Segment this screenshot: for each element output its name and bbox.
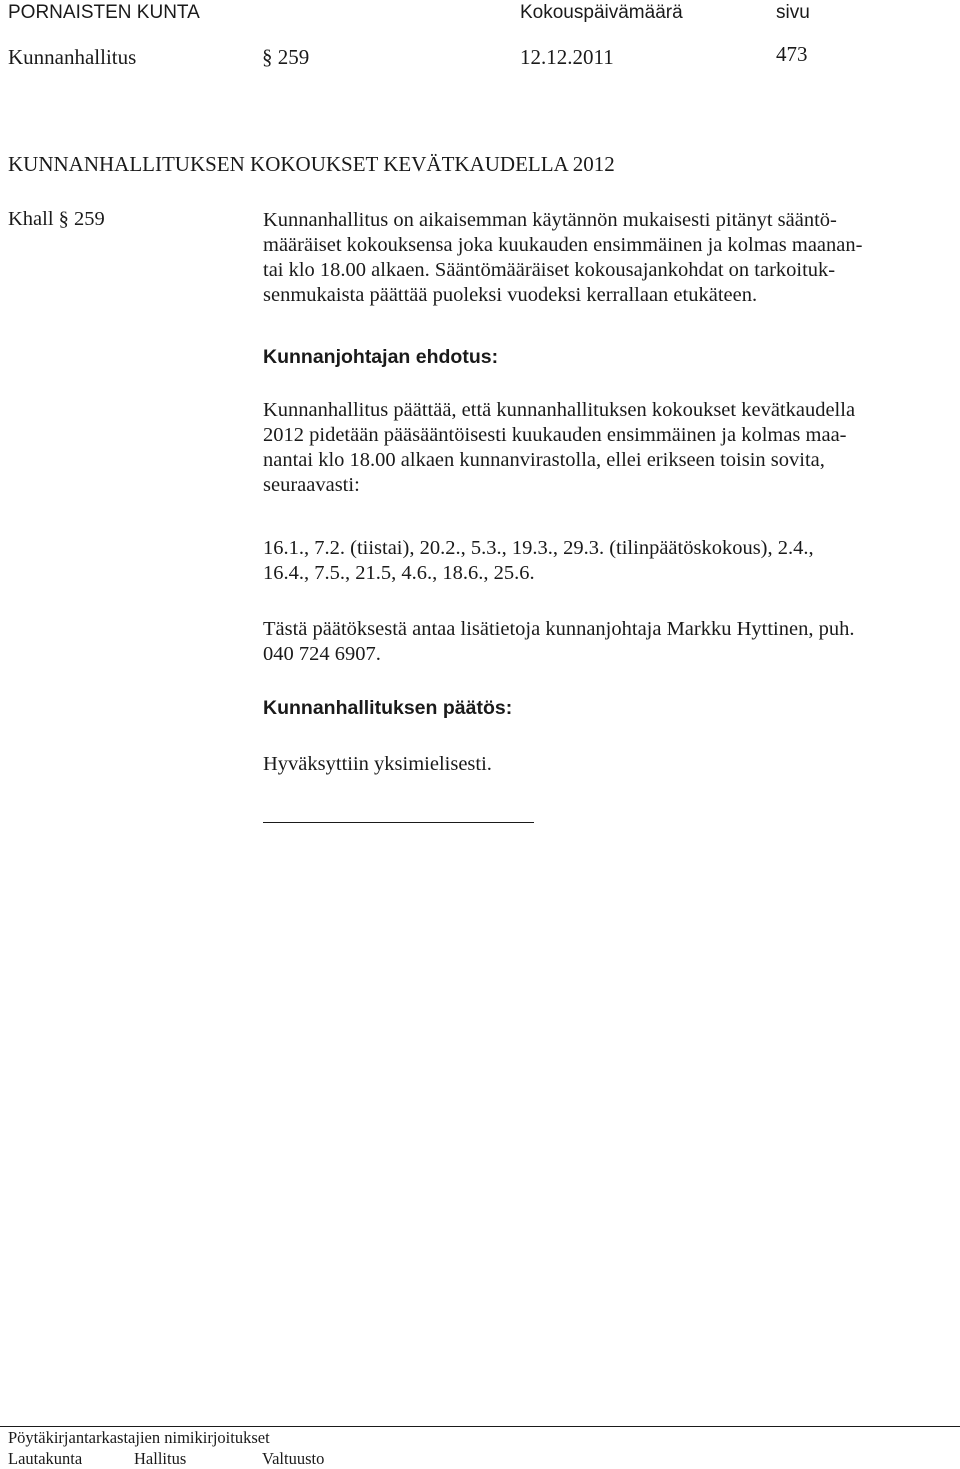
intro-line: senmukaista päättää puoleksi vuodeksi kerrallaan etukäteen. [263,284,758,306]
intro-line: määräiset kokouksensa joka kuukauden ensimmäinen ja kolmas maanan- [263,234,863,256]
meeting-body: Kunnanhallitus [8,45,137,69]
footer-lautakunta: Lautakunta [8,1449,83,1468]
proposal-line: seuraavasti: [263,474,360,496]
proposal-line: nantai klo 18.00 alkaen kunnanvirastolla, ellei erikseen toisin sovita, [263,449,825,471]
signatures-label: Pöytäkirjantarkastajien nimikirjoitukset [8,1428,270,1447]
intro-paragraph [263,208,953,308]
intro-line: Kunnanhallitus on aikaisemman käytännön mukaisesti pitänyt sääntö- [263,209,837,231]
proposal-line: Kunnanhallitus päättää, että kunnanhallituksen kokoukset kevätkaudella [263,399,856,421]
info-line: 040 724 6907. [263,643,381,665]
page-title: KUNNANHALLITUKSEN KOKOUKSET KEVÄTKAUDELLA 2012 [8,152,615,176]
meeting-date: 12.12.2011 [520,45,614,69]
page-number: 473 [776,42,808,66]
page-label: sivu [776,2,810,23]
footer-divider [0,1426,960,1427]
info-paragraph [263,617,953,667]
dates-line: 16.4., 7.5., 21.5, 4.6., 18.6., 25.6. [263,562,535,584]
end-rule [263,822,534,823]
dates-line: 16.1., 7.2. (tiistai), 20.2., 5.3., 19.3., 29.3. (tilinpäätöskokous), 2.4., [263,537,814,559]
footer-valtuusto: Valtuusto [262,1449,325,1468]
footer-hallitus: Hallitus [134,1449,187,1468]
decision-text: Hyväksyttiin yksimielisesti. [263,753,492,775]
meeting-dates [263,536,953,586]
section-reference: Khall § 259 [8,208,105,230]
org-name: PORNAISTEN KUNTA [8,2,200,23]
decision-heading: Kunnanhallituksen päätös: [263,697,513,719]
section-number: § 259 [262,45,310,69]
proposal-paragraph [263,398,953,498]
proposal-line: 2012 pidetään pääsääntöisesti kuukauden ensimmäinen ja kolmas maa- [263,424,847,446]
info-line: Tästä päätöksestä antaa lisätietoja kunnanjohtaja Markku Hyttinen, puh. [263,618,855,640]
intro-line: tai klo 18.00 alkaen. Sääntömääräiset kokousajankohdat on tarkoituk- [263,259,836,281]
proposal-heading: Kunnanjohtajan ehdotus: [263,346,499,368]
date-label: Kokouspäivämäärä [520,2,683,23]
